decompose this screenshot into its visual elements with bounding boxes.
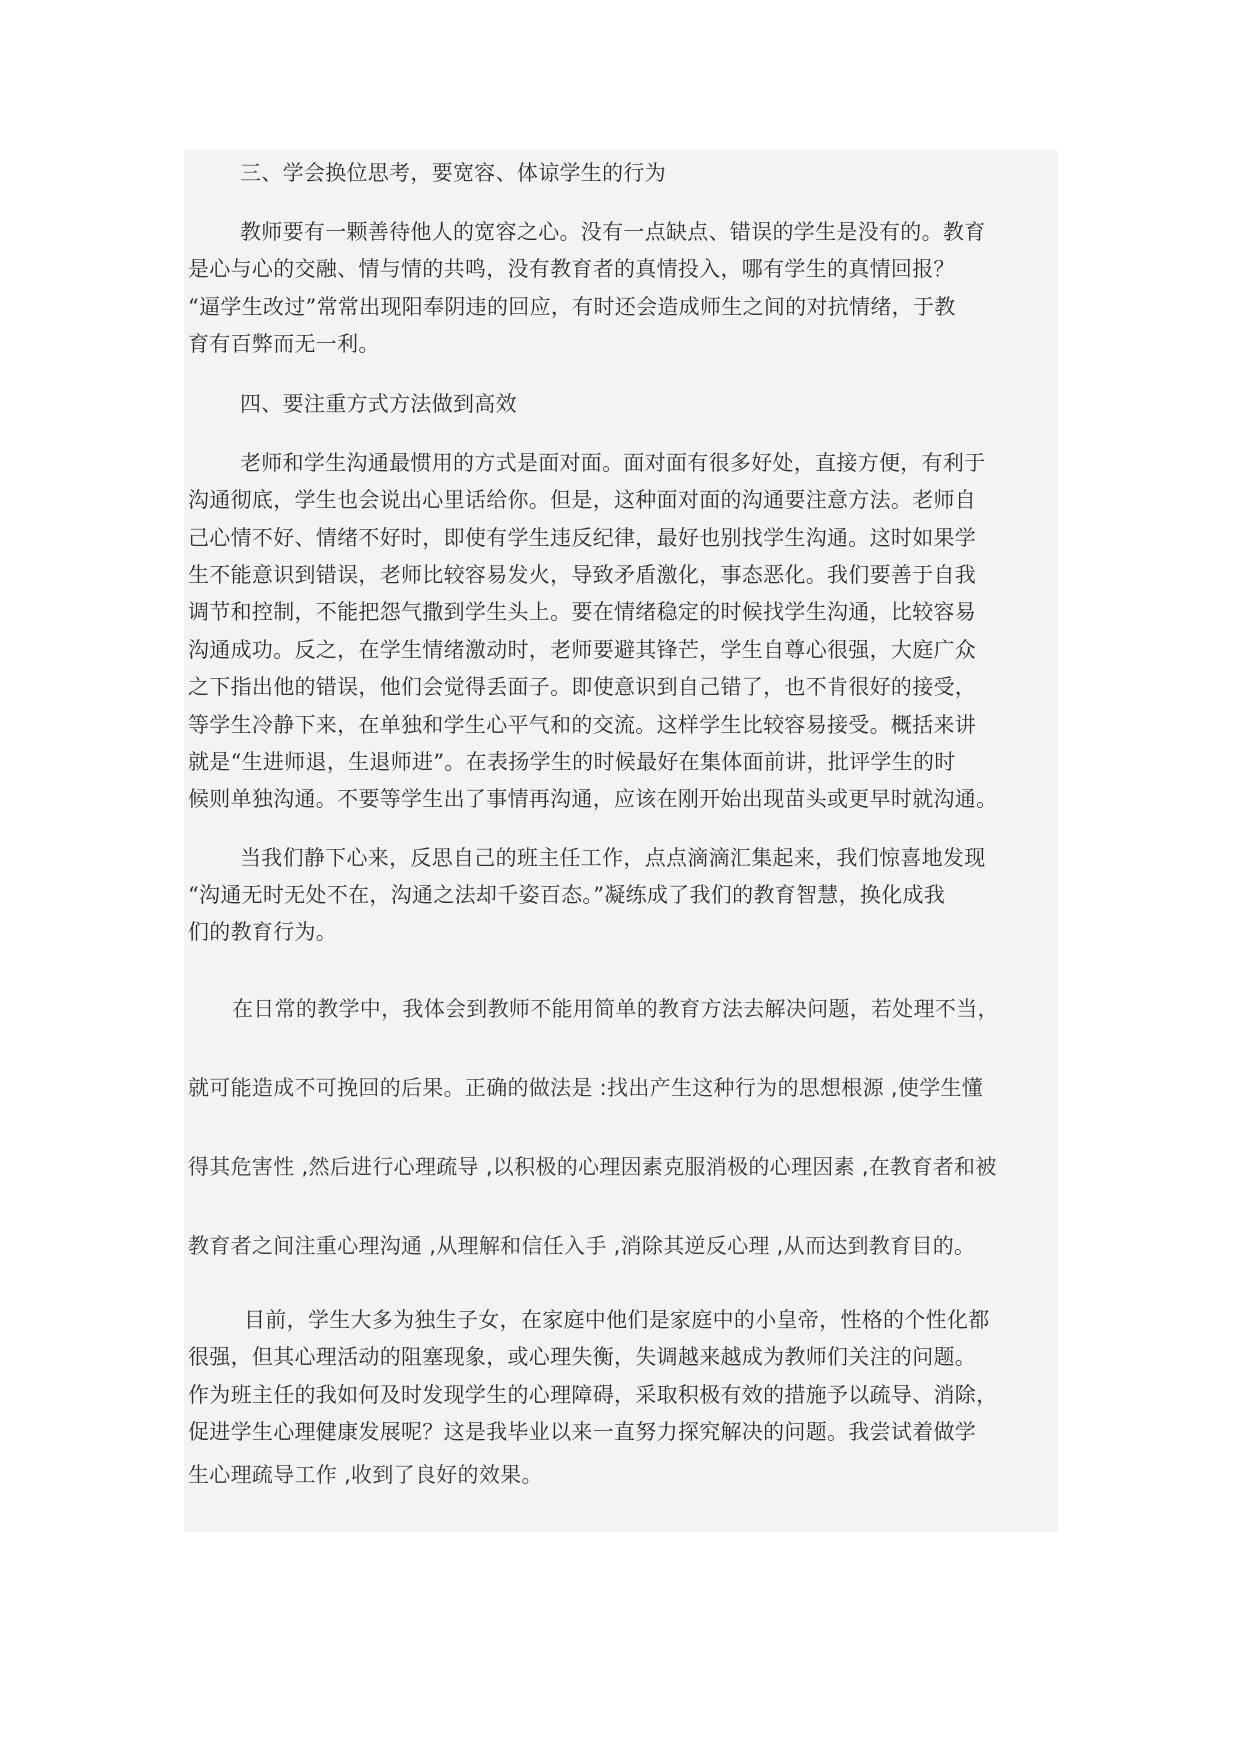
- paragraph-line: 就可能造成不可挽回的后果。正确的做法是 :找出产生这种行为的思想根源 ,使学生懂: [188, 1076, 984, 1100]
- paragraph-line: 沟通成功。反之，在学生情绪激动时，老师要避其锋芒，学生自尊心很强，大庭广众: [188, 638, 977, 662]
- paragraph-line: 就是“生进师退，生退师进”。在表扬学生的时候最好在集体面前讲，批评学生的时: [188, 750, 956, 774]
- paragraph-line: 是心与心的交融、情与情的共鸣，没有教育者的真情投入，哪有学生的真情回报？: [188, 257, 955, 281]
- paragraph-line: 老师和学生沟通最惯用的方式是面对面。面对面有很多好处，直接方便，有利于: [240, 451, 986, 475]
- paragraph-line: 调节和控制，不能把怨气撒到学生头上。要在情绪稳定的时候找学生沟通，比较容易: [188, 600, 977, 624]
- paragraph-line: “沟通无时无处不在，沟通之法却千姿百态。”凝练成了我们的教育智慧，换化成我: [188, 883, 946, 907]
- paragraph-line: 当我们静下心来，反思自己的班主任工作，点点滴滴汇集起来，我们惊喜地发现: [240, 846, 986, 870]
- paragraph-line: 目前，学生大多为独生子女，在家庭中他们是家庭中的小皇帝，性格的个性化都: [244, 1308, 990, 1332]
- paragraph-line: 促进学生心理健康发展呢？这是我毕业以来一直努力探究解决的问题。我尝试着做学: [188, 1420, 977, 1444]
- paragraph-line: 教育者之间注重心理沟通 ,从理解和信任入手 ,消除其逆反心理 ,从而达到教育目的。: [188, 1234, 976, 1258]
- paragraph-line: 等学生冷静下来，在单独和学生心平气和的交流。这样学生比较容易接受。概括来讲: [188, 713, 977, 737]
- paragraph-line: 在日常的教学中，我体会到教师不能用简单的教育方法去解决问题，若处理不当，: [232, 997, 999, 1021]
- paragraph-line: 己心情不好、情绪不好时，即使有学生违反纪律，最好也别找学生沟通。这时如果学: [188, 526, 977, 550]
- paragraph-line: 生不能意识到错误，老师比较容易发火，导致矛盾激化，事态恶化。我们要善于自我: [188, 563, 977, 587]
- paragraph-line: 之下指出他的错误，他们会觉得丢面子。即使意识到自己错了，也不肯很好的接受，: [188, 675, 977, 699]
- paragraph-line: 们的教育行为。: [188, 920, 338, 944]
- paragraph-line: 候则单独沟通。不要等学生出了事情再沟通，应该在刚开始出现苗头或更早时就沟通。: [188, 787, 998, 811]
- paragraph-line: 教师要有一颗善待他人的宽容之心。没有一点缺点、错误的学生是没有的。教育: [240, 220, 986, 244]
- section-heading-3: 三、学会换位思考，要宽容、体谅学生的行为: [240, 161, 666, 185]
- paragraph-line: 生心理疏导工作 ,收到了良好的效果。: [188, 1463, 543, 1487]
- paragraph-line: 得其危害性 ,然后进行心理疏导 ,以积极的心理因素克服消极的心理因素 ,在教育者和被: [188, 1155, 997, 1179]
- paragraph-line: 育有百弊而无一利。: [188, 332, 380, 356]
- paragraph-line: “逼学生改过”常常出现阳奉阴违的回应，有时还会造成师生之间的对抗情绪，于教: [188, 295, 956, 319]
- paragraph-line: 很强，但其心理活动的阻塞现象，或心理失衡，失调越来越成为教师们关注的问题。: [188, 1345, 977, 1369]
- section-heading-4: 四、要注重方式方法做到高效: [240, 392, 517, 416]
- paragraph-line: 沟通彻底，学生也会说出心里话给你。但是，这种面对面的沟通要注意方法。老师自: [188, 488, 977, 512]
- paragraph-line: 作为班主任的我如何及时发现学生的心理障碍，采取积极有效的措施予以疏导、消除，: [188, 1383, 998, 1407]
